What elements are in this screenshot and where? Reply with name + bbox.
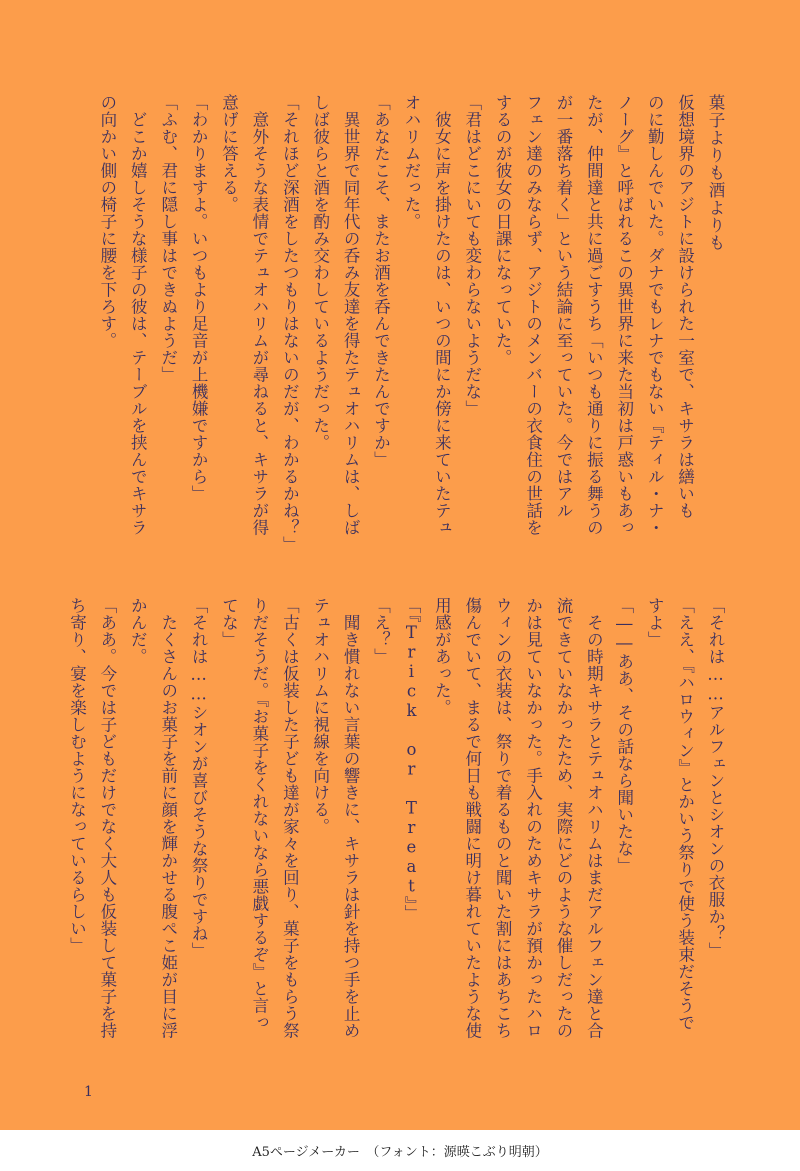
text-line: しば彼らと酒を酌み交わしているようだった。 <box>310 94 330 451</box>
text-line: テュオハリムに視線を向ける。 <box>310 597 330 835</box>
text-line: ノーグ』と呼ばれるこの異世界に来た当初は戸惑いもあっ <box>614 94 634 536</box>
text-line: 流できていなかったため、実際にどのような催しだったの <box>553 597 573 1039</box>
text-line: 聞き慣れない言葉の響きに、キサラは針を持つ手を止め <box>341 597 361 1039</box>
text-line: 「ええ、『ハロウィン』とかいう祭りで使う装束だそうで <box>675 597 695 1031</box>
text-line: 「――ああ、その話なら聞いたな」 <box>614 597 634 874</box>
text-line: 「え？」 <box>371 597 391 665</box>
text-line: フェン達のみならず、アジトのメンバーの衣食住の世話を <box>523 94 543 536</box>
text-line: てな」 <box>219 597 239 648</box>
text-line: が一番落ち着く」という結論に至っていた。今ではアル <box>553 94 573 519</box>
text-line: かは見ていなかった。手入れのためキサラが預かったハロ <box>523 597 543 1039</box>
text-line: 「『Trick or Treat』」 <box>401 597 421 922</box>
text-line: オハリムだった。 <box>401 94 421 230</box>
text-line: 「君はどこにいても変わらないようだな」 <box>462 94 482 417</box>
story-top-block <box>91 94 730 564</box>
page-number: 1 <box>84 1084 93 1100</box>
story-bottom-block <box>61 597 730 1067</box>
text-line: するのが彼女の日課になっていた。 <box>493 94 513 366</box>
footer-credit: A5ページメーカー （フォント：源暎こぶり明朝） <box>252 1145 548 1160</box>
text-line: 「あなたこそ、またお酒を呑んできたんですか」 <box>371 94 391 468</box>
text-line: その時期キサラとテュオハリムはまだアルフェン達と合 <box>584 597 604 1039</box>
text-line: 「それは……アルフェンとシオンの衣服か？」 <box>706 597 725 959</box>
text-line: ウィンの衣装は、祭りで着るものと聞いた割にはあちこち <box>493 597 513 1039</box>
text-line: ち寄り、宴を楽しむようになっているらしい」 <box>67 597 87 954</box>
text-line: りだそうだ。『お菓子をくれないなら悪戯するぞ』と言っ <box>249 597 269 1031</box>
text-line: 「ふむ、君に隠し事はできぬようだ」 <box>158 94 178 383</box>
text-line: の向かい側の椅子に腰を下ろす。 <box>97 94 117 349</box>
story-title: 菓子よりも酒よりも <box>706 94 725 252</box>
text-line: 仮想境界のアジトに設けられた一室で、キサラは繕いも <box>675 94 695 519</box>
text-line: 「わかりますよ。いつもより足音が上機嫌ですから」 <box>189 94 209 502</box>
text-line: 傷んでいて、まるで何日も戦闘に明け暮れていたような使 <box>462 597 482 1039</box>
text-line: 用感があった。 <box>432 597 452 716</box>
text-line: かんだ。 <box>128 597 148 665</box>
text-line: 「古くは仮装した子ども達が家々を回り、菓子をもらう祭 <box>280 597 300 1039</box>
text-line: どこか嬉しそうな様子の彼は、テーブルを挟んでキサラ <box>128 94 148 536</box>
text-line: 異世界で同年代の呑み友達を得たテュオハリムは、しば <box>341 94 361 536</box>
text-line: 「それは……シオンが喜びそうな祭りですね」 <box>189 597 209 959</box>
text-line: 「それほど深酒をしたつもりはないのだが、わかるかね？」 <box>280 94 300 553</box>
text-line: のに勤しんでいた。ダナでもレナでもない『ティル・ナ・ <box>645 94 665 536</box>
text-line: すよ」 <box>645 597 665 648</box>
text-line: たくさんのお菓子を前に顔を輝かせる腹ぺこ姫が目に浮 <box>158 597 178 1039</box>
text-line: 意げに答える。 <box>219 94 239 213</box>
text-line: 意外そうな表情でテュオハリムが尋ねると、キサラが得 <box>249 94 269 536</box>
text-line: 「ああ。今では子どもだけでなく大人も仮装して菓子を持 <box>97 597 117 1039</box>
text-line: たが、仲間達と共に過ごすうち「いつも通りに振る舞うの <box>584 94 604 536</box>
text-line: 彼女に声を掛けたのは、いつの間にか傍に来ていたテュ <box>432 94 452 536</box>
